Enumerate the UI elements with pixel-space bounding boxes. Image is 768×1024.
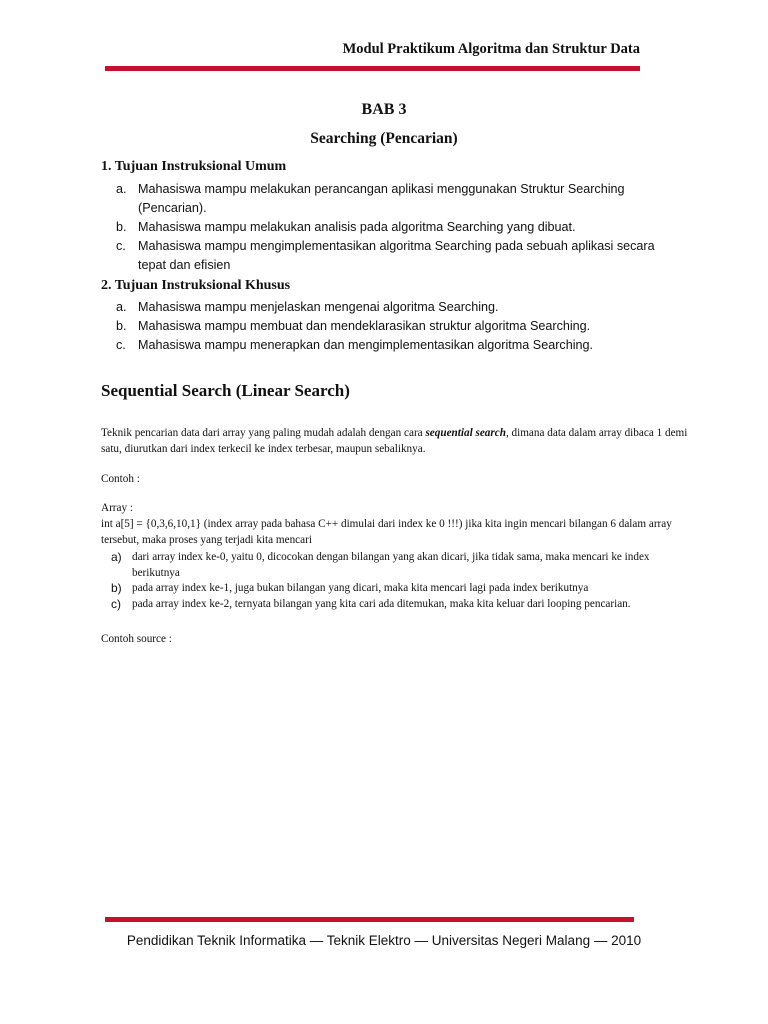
intro-text-before: Teknik pencarian data dari array yang paling mudah adalah dengan cara [101, 427, 426, 439]
list-marker: a) [111, 550, 122, 564]
list-marker: c. [116, 338, 126, 352]
list-marker: a. [116, 182, 127, 196]
list-item [101, 237, 671, 275]
list-marker: a. [116, 300, 127, 314]
list-item-text: Mahasiswa mampu menerapkan dan mengimplementasikan algoritma Searching. [138, 338, 594, 352]
intro-emphasis: sequential search [425, 427, 506, 439]
list-marker: b) [111, 581, 122, 595]
list-item-text: Mahasiswa mampu menjelaskan mengenai algoritma Searching. [138, 300, 499, 314]
list-item [101, 550, 681, 581]
list-item-text: pada array index ke-1, juga bukan bilangan yang dicari, maka kita mencari lagi pada index berikutnya [132, 582, 589, 594]
list-item-text: Mahasiswa mampu melakukan analisis pada algoritma Searching yang dibuat. [138, 220, 576, 234]
header-divider [105, 66, 640, 71]
section-heading-specific-objectives: 2. Tujuan Instruksional Khusus [101, 278, 291, 293]
list-item [101, 336, 671, 355]
list-item [101, 180, 671, 218]
chapter-subtitle: Searching (Pencarian) [310, 130, 458, 147]
list-item [101, 298, 671, 317]
header-title: Modul Praktikum Algoritma dan Struktur Data [342, 41, 640, 57]
list-marker: b. [116, 220, 127, 234]
array-description: int a[5] = {0,3,6,10,1} (index array pada bahasa C++ dimulai dari index ke 0 !!!) jika kita ingin mencari bilangan 6 dalam array tersebut, maka proses yang terjadi kita mencari [101, 518, 672, 546]
list-item [101, 581, 681, 597]
specific-objectives-list [101, 298, 671, 355]
search-steps-list [101, 550, 681, 612]
general-objectives-list [101, 180, 671, 275]
list-item [101, 218, 671, 237]
example-label: Contoh : [101, 473, 140, 485]
list-item-text: Mahasiswa mampu mengimplementasikan algoritma Searching pada sebuah aplikasi secara tepat dan efisien [138, 239, 655, 272]
intro-text-after: , dimana data dalam array dibaca 1 demi satu, diurutkan dari index terkecil ke index terbesar, maupun sebaliknya. [101, 427, 688, 455]
list-item-text: Mahasiswa mampu melakukan perancangan aplikasi menggunakan Struktur Searching (Pencarian). [138, 182, 625, 215]
footer-divider [105, 917, 634, 922]
list-marker: c) [111, 596, 121, 611]
section-heading-general-objectives: 1. Tujuan Instruksional Umum [101, 159, 287, 174]
intro-paragraph [101, 425, 691, 457]
array-label: Array : [101, 502, 133, 514]
sequential-search-heading: Sequential Search (Linear Search) [101, 381, 350, 400]
list-item-text: dari array index ke-0, yaitu 0, dicocokan dengan bilangan yang akan dicari, jika tidak sama, maka mencari ke index berikutnya [132, 551, 650, 579]
list-marker: b. [116, 319, 127, 333]
list-item-text: pada array index ke-2, ternyata bilangan yang kita cari ada ditemukan, maka kita keluar dari looping pencarian. [132, 597, 631, 610]
list-item-text: Mahasiswa mampu membuat dan mendeklarasikan struktur algoritma Searching. [138, 319, 591, 333]
list-marker: c. [116, 239, 126, 253]
list-item [101, 597, 681, 613]
footer-text: Pendidikan Teknik Informatika — Teknik Elektro — Universitas Negeri Malang — 2010 [126, 933, 642, 948]
list-item [101, 317, 671, 336]
chapter-number: BAB 3 [361, 101, 407, 118]
source-example-label: Contoh source : [101, 633, 172, 645]
